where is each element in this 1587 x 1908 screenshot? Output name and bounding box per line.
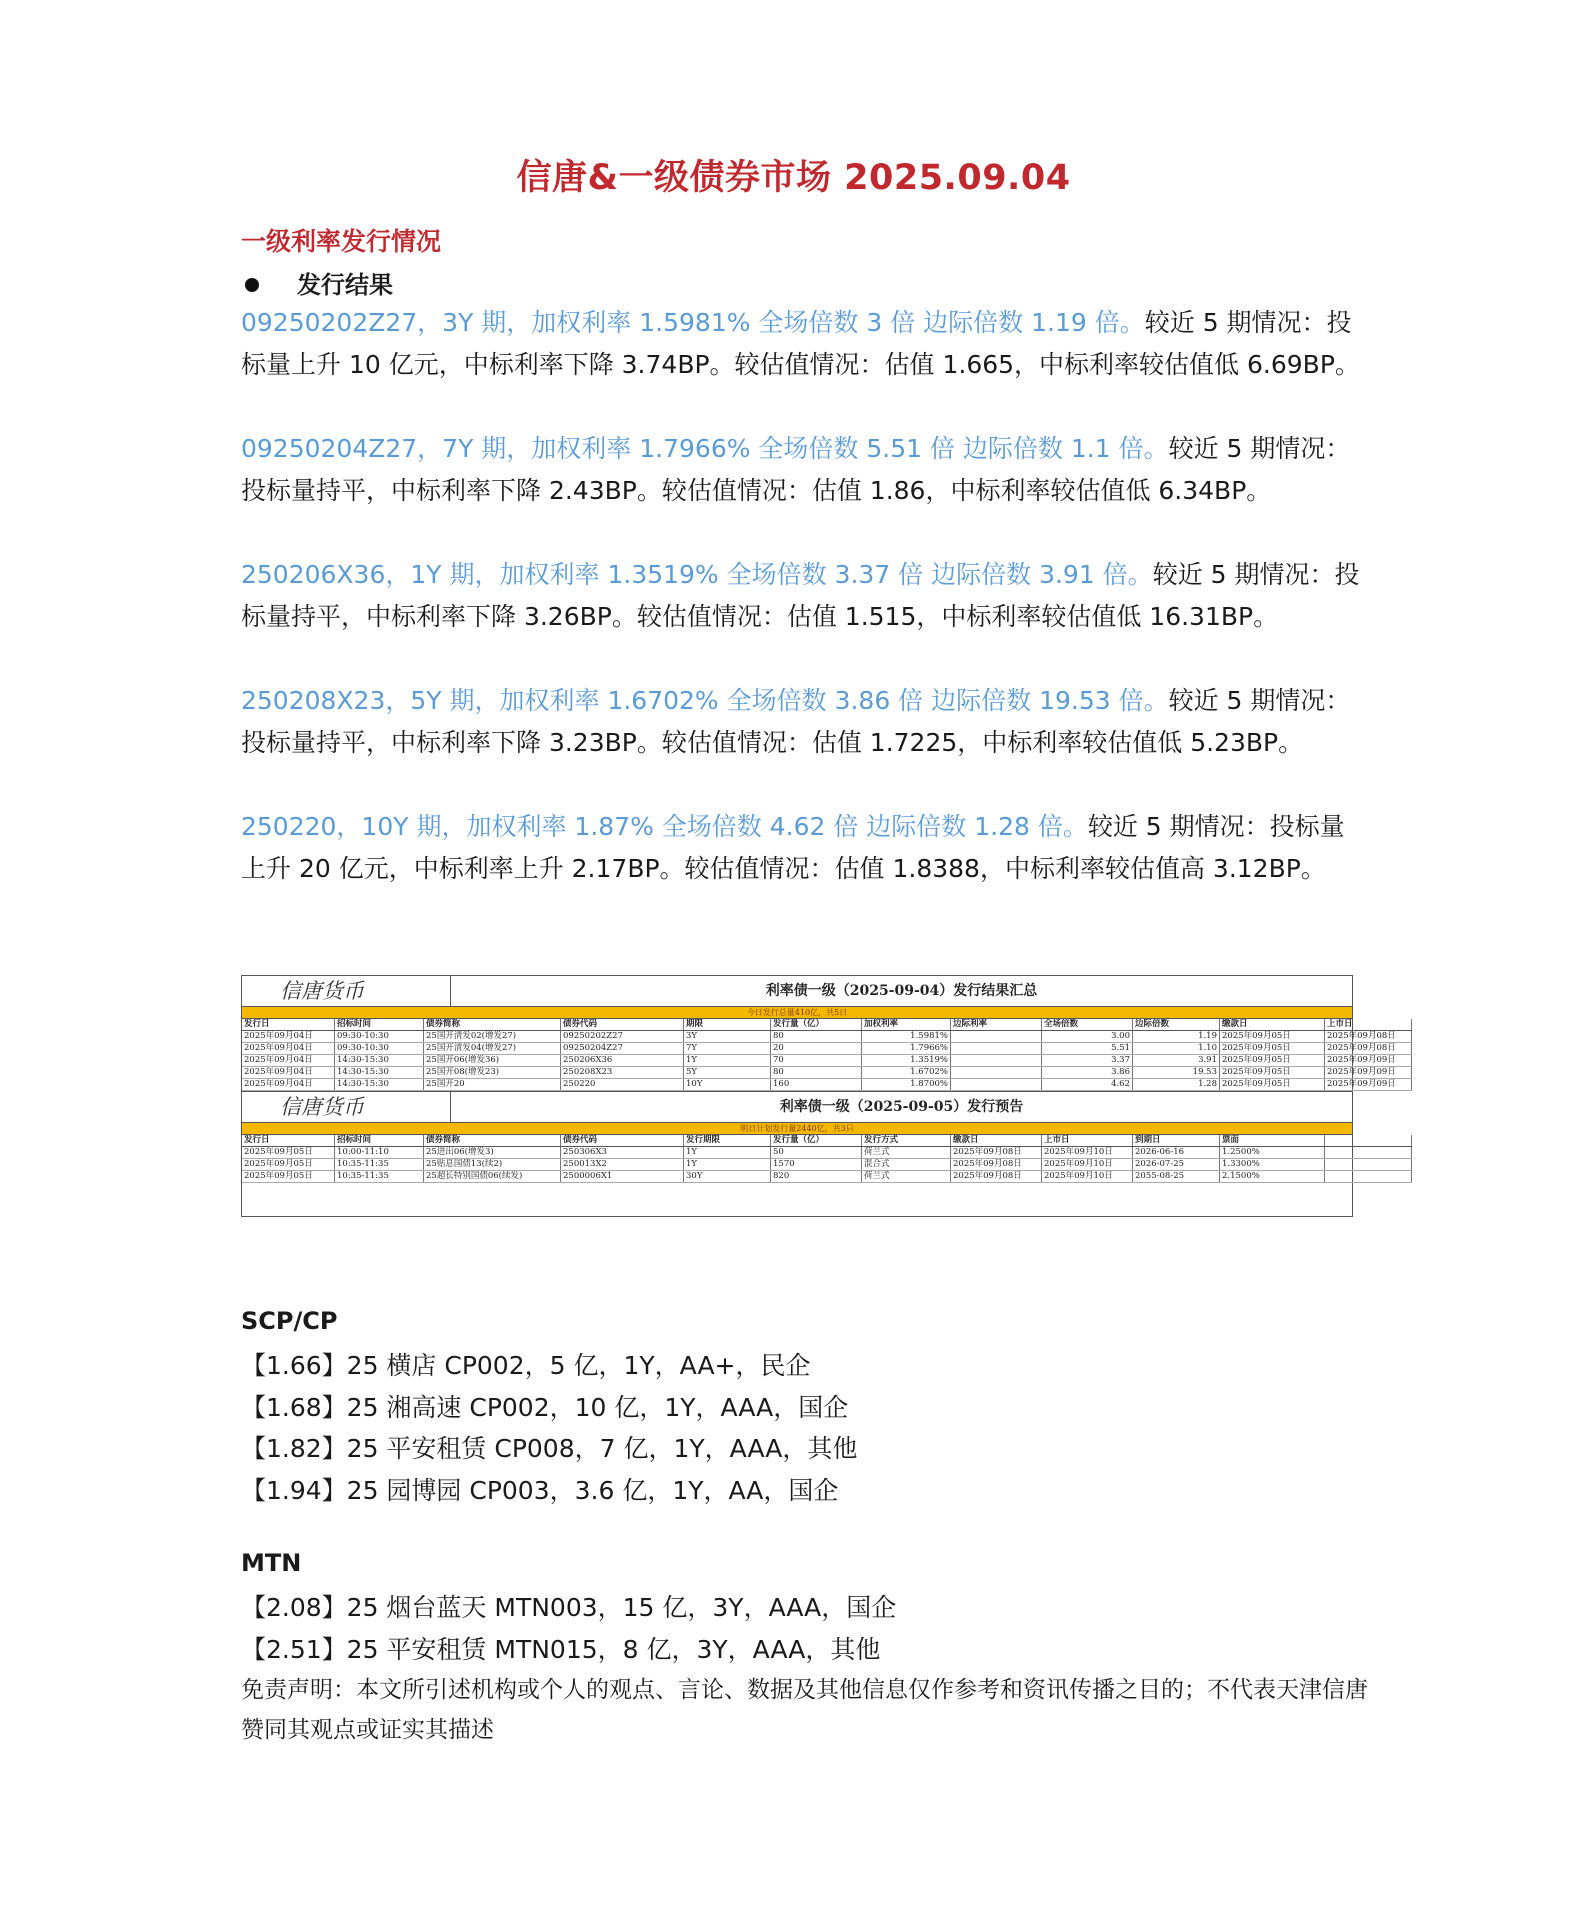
table-cell: 2025年09月05日 <box>242 1171 335 1183</box>
table-cell: 3.91 <box>1133 1055 1220 1067</box>
table-cell <box>1325 1159 1412 1171</box>
table-cell: 1Y <box>684 1147 771 1159</box>
bullet-heading <box>241 265 393 300</box>
table-cell: 80 <box>771 1067 862 1079</box>
table-cell: 1.19 <box>1133 1031 1220 1043</box>
table-row <box>242 1031 1412 1043</box>
table-cell: 荷兰式 <box>862 1147 951 1159</box>
table-cell: 2025年09月05日 <box>1220 1079 1325 1091</box>
table-cell: 2025年09月05日 <box>1220 1067 1325 1079</box>
table-cell: 250013X2 <box>561 1159 684 1171</box>
table-cell: 14:30-15:30 <box>335 1067 424 1079</box>
result-detail: 较近 5 期情况：投标量上升 10 亿元，中标利率下降 3.74BP。较估值情况：估值 1.665，中标利率较估值低 6.69BP。 <box>241 308 1360 379</box>
table-cell: 2025年09月05日 <box>1220 1043 1325 1055</box>
mtn-heading: MTN <box>241 1549 302 1577</box>
column-header: 发行量（亿） <box>771 1135 862 1147</box>
column-header: 债券代码 <box>561 1135 684 1147</box>
table2-header-row <box>242 1135 1412 1147</box>
table-row <box>242 1055 1412 1067</box>
table-cell: 1Y <box>684 1055 771 1067</box>
table-cell: 3.86 <box>1042 1067 1133 1079</box>
table-cell: 250306X3 <box>561 1147 684 1159</box>
column-header: 全场倍数 <box>1042 1019 1133 1031</box>
table-cell: 1.7966% <box>862 1043 951 1055</box>
table-cell: 2.1500% <box>1220 1171 1325 1183</box>
column-header <box>1325 1135 1412 1147</box>
bullet-heading-text: 发行结果 <box>297 271 393 299</box>
column-header: 发行期限 <box>684 1135 771 1147</box>
table-cell: 2025年09月10日 <box>1042 1159 1133 1171</box>
table-cell: 25国开清发04(增发27) <box>424 1043 561 1055</box>
table-cell: 1.3519% <box>862 1055 951 1067</box>
table-row <box>242 1079 1412 1091</box>
scp-heading: SCP/CP <box>241 1307 338 1335</box>
table-cell: 10:35-11:35 <box>335 1159 424 1171</box>
result-detail: 较近 5 期情况：投标量持平，中标利率下降 3.23BP。较估值情况：估值 1.7225，中标利率较估值低 5.23BP。 <box>241 686 1351 757</box>
column-header: 发行日 <box>242 1135 335 1147</box>
table-cell: 2025年09月05日 <box>1220 1055 1325 1067</box>
result-summary: 250206X36，1Y 期，加权利率 1.3519% 全场倍数 3.37 倍 边际倍数 3.91 倍。 <box>241 560 1153 589</box>
table-cell: 1.6702% <box>862 1067 951 1079</box>
table-cell: 2025年09月05日 <box>1220 1031 1325 1043</box>
page-title: 信唐&一级债券市场 2025.09.04 <box>516 158 1071 198</box>
table-cell: 2025年09月08日 <box>1325 1043 1412 1055</box>
table-cell: 1.2500% <box>1220 1147 1325 1159</box>
table-cell: 2055-08-25 <box>1133 1171 1220 1183</box>
table-row <box>242 1147 1412 1159</box>
column-header: 边际利率 <box>951 1019 1042 1031</box>
table-cell: 820 <box>771 1171 862 1183</box>
table-cell: 20 <box>771 1043 862 1055</box>
table-cell: 5Y <box>684 1067 771 1079</box>
table-row <box>242 1067 1412 1079</box>
table-cell: 7Y <box>684 1043 771 1055</box>
table1-header-row <box>242 1019 1412 1031</box>
table-cell: 10Y <box>684 1079 771 1091</box>
table-row <box>242 1159 1412 1171</box>
table-cell <box>951 1067 1042 1079</box>
table-row <box>242 1171 1412 1183</box>
table-cell: 250220 <box>561 1079 684 1091</box>
table-cell: 25国开20 <box>424 1079 561 1091</box>
column-header: 加权利率 <box>862 1019 951 1031</box>
table-cell <box>951 1031 1042 1043</box>
table-cell: 2025年09月08日 <box>951 1159 1042 1171</box>
table-cell: 2026-06-16 <box>1133 1147 1220 1159</box>
table-cell <box>1325 1171 1412 1183</box>
table-cell: 1.3300% <box>1220 1159 1325 1171</box>
result-detail: 较近 5 期情况：投标量持平，中标利率下降 3.26BP。较估值情况：估值 1.515，中标利率较估值低 16.31BP。 <box>241 560 1360 631</box>
table-cell: 1.28 <box>1133 1079 1220 1091</box>
table-cell: 3.00 <box>1042 1031 1133 1043</box>
table-cell: 250206X36 <box>561 1055 684 1067</box>
column-header: 债券简称 <box>424 1135 561 1147</box>
result-summary: 250208X23，5Y 期，加权利率 1.6702% 全场倍数 3.86 倍 边际倍数 19.53 倍。 <box>241 686 1169 715</box>
result-summary: 09250202Z27，3Y 期，加权利率 1.5981% 全场倍数 3 倍 边际倍数 1.19 倍。 <box>241 308 1145 337</box>
column-header: 票面 <box>1220 1135 1325 1147</box>
table2-banner: 明日计划发行量2440亿，共3只 <box>242 1123 1352 1135</box>
table-cell: 2025年09月08日 <box>951 1171 1042 1183</box>
table-cell: 14:30-15:30 <box>335 1055 424 1067</box>
column-header: 上市日 <box>1042 1135 1133 1147</box>
column-header: 债券代码 <box>561 1019 684 1031</box>
table-cell: 2025年09月09日 <box>1325 1079 1412 1091</box>
column-header: 到期日 <box>1133 1135 1220 1147</box>
table-cell: 2025年09月08日 <box>1325 1031 1412 1043</box>
table-row <box>242 1043 1412 1055</box>
table1-banner: 今日发行总量410亿，共5日 <box>242 1007 1352 1019</box>
table-cell: 70 <box>771 1055 862 1067</box>
column-header: 缴款日 <box>951 1135 1042 1147</box>
column-header: 发行方式 <box>862 1135 951 1147</box>
table-cell: 10:00-11:10 <box>335 1147 424 1159</box>
result-summary: 09250204Z27，7Y 期，加权利率 1.7966% 全场倍数 5.51 倍 边际倍数 1.1 倍。 <box>241 434 1169 463</box>
table1-grid <box>242 1019 1412 1091</box>
table-cell <box>1325 1147 1412 1159</box>
table-cell: 2026-07-25 <box>1133 1159 1220 1171</box>
column-header: 招标时间 <box>335 1019 424 1031</box>
table2-title: 利率债一级（2025-09-05）发行预告 <box>779 1099 1024 1115</box>
table-cell: 3Y <box>684 1031 771 1043</box>
table-cell: 25国开清发02(增发27) <box>424 1031 561 1043</box>
result-detail: 较近 5 期情况：投标量持平，中标利率下降 2.43BP。较估值情况：估值 1.86，中标利率较估值低 6.34BP。 <box>241 434 1351 505</box>
column-header: 边际倍数 <box>1133 1019 1220 1031</box>
result-paragraph <box>241 302 1361 386</box>
table-cell: 1.5981% <box>862 1031 951 1043</box>
table-cell: 25进出06(增发3) <box>424 1147 561 1159</box>
table1-logo: 信唐货币 <box>242 976 451 1006</box>
table-cell: 14:30-15:30 <box>335 1079 424 1091</box>
table-cell: 2025年09月09日 <box>1325 1055 1412 1067</box>
table-cell: 09:30-10:30 <box>335 1031 424 1043</box>
table-cell: 50 <box>771 1147 862 1159</box>
table-cell: 2025年09月09日 <box>1325 1067 1412 1079</box>
table-cell: 250208X23 <box>561 1067 684 1079</box>
table-cell <box>951 1043 1042 1055</box>
credit-issuance <box>241 1307 1371 1750</box>
table1-header <box>242 976 1352 1007</box>
results-list <box>241 302 1361 932</box>
scp-item: 【1.68】25 湘高速 CP002，10 亿，1Y，AAA，国企 <box>241 1392 849 1422</box>
table-cell: 混合式 <box>862 1159 951 1171</box>
table-cell: 4.62 <box>1042 1079 1133 1091</box>
table-cell: 1.10 <box>1133 1043 1220 1055</box>
bullet-icon <box>245 278 259 292</box>
column-header: 债券简称 <box>424 1019 561 1031</box>
table-cell: 2025年09月05日 <box>242 1159 335 1171</box>
result-paragraph <box>241 554 1361 638</box>
disclaimer: 免责声明：本文所引述机构或个人的观点、言论、数据及其他信息仅作参考和资讯传播之目的；不代表天津信唐赞同其观点或证实其描述 <box>241 1677 1368 1743</box>
table-cell: 25国开06(增发36) <box>424 1055 561 1067</box>
table-cell: 2500006X1 <box>561 1171 684 1183</box>
table-cell: 2025年09月10日 <box>1042 1171 1133 1183</box>
table-cell: 25超长特别国债06(续发) <box>424 1171 561 1183</box>
issuance-table-image <box>241 975 1396 1217</box>
result-paragraph <box>241 806 1361 890</box>
scp-item: 【1.94】25 园博园 CP003，3.6 亿，1Y，AA，国企 <box>241 1475 839 1505</box>
scp-item: 【1.82】25 平安租赁 CP008，7 亿，1Y，AAA，其他 <box>241 1434 858 1463</box>
table-cell: 09250202Z27 <box>561 1031 684 1043</box>
table-cell: 25国开08(增发23) <box>424 1067 561 1079</box>
section-title: 一级利率发行情况 <box>241 227 442 256</box>
table-cell: 2025年09月04日 <box>242 1055 335 1067</box>
column-header: 发行量（亿） <box>771 1019 862 1031</box>
table-cell: 2025年09月04日 <box>242 1067 335 1079</box>
result-detail: 较近 5 期情况：投标量上升 20 亿元，中标利率上升 2.17BP。较估值情况：估值 1.8388，中标利率较估值高 3.12BP。 <box>241 812 1345 883</box>
scp-item: 【1.66】25 横店 CP002，5 亿，1Y，AA+，民企 <box>241 1351 811 1380</box>
table-cell <box>951 1055 1042 1067</box>
table-cell: 3.37 <box>1042 1055 1133 1067</box>
table-cell: 10:35-11:35 <box>335 1171 424 1183</box>
mtn-item: 【2.51】25 平安租赁 MTN015，8 亿，3Y，AAA，其他 <box>241 1634 881 1664</box>
table-cell: 160 <box>771 1079 862 1091</box>
table-cell: 25贴息国债13(续2) <box>424 1159 561 1171</box>
table2-logo: 信唐货币 <box>242 1092 451 1122</box>
column-header: 招标时间 <box>335 1135 424 1147</box>
result-summary: 250220，10Y 期，加权利率 1.87% 全场倍数 4.62 倍 边际倍数 1.28 倍。 <box>241 812 1088 841</box>
table-cell: 09250204Z27 <box>561 1043 684 1055</box>
table-cell: 2025年09月05日 <box>242 1147 335 1159</box>
table2-header <box>242 1091 1352 1123</box>
table-cell: 1Y <box>684 1159 771 1171</box>
table-cell: 2025年09月04日 <box>242 1079 335 1091</box>
table-cell: 2025年09月10日 <box>1042 1147 1133 1159</box>
column-header: 上市日 <box>1325 1019 1412 1031</box>
table-cell: 1570 <box>771 1159 862 1171</box>
table-cell: 2025年09月08日 <box>951 1147 1042 1159</box>
table-cell: 荷兰式 <box>862 1171 951 1183</box>
table-cell: 09:30-10:30 <box>335 1043 424 1055</box>
table-cell <box>951 1079 1042 1091</box>
result-paragraph <box>241 680 1361 764</box>
table-cell: 2025年09月04日 <box>242 1043 335 1055</box>
table-cell: 80 <box>771 1031 862 1043</box>
table2-grid <box>242 1135 1412 1183</box>
table-cell: 19.53 <box>1133 1067 1220 1079</box>
column-header: 发行日 <box>242 1019 335 1031</box>
table1-title: 利率债一级（2025-09-04）发行结果汇总 <box>765 983 1038 999</box>
table-cell: 30Y <box>684 1171 771 1183</box>
table-cell: 5.51 <box>1042 1043 1133 1055</box>
mtn-item: 【2.08】25 烟台蓝天 MTN003，15 亿，3Y，AAA，国企 <box>241 1593 897 1622</box>
column-header: 期限 <box>684 1019 771 1031</box>
column-header: 缴款日 <box>1220 1019 1325 1031</box>
table-cell: 1.8700% <box>862 1079 951 1091</box>
table-cell: 2025年09月04日 <box>242 1031 335 1043</box>
result-paragraph <box>241 428 1361 512</box>
